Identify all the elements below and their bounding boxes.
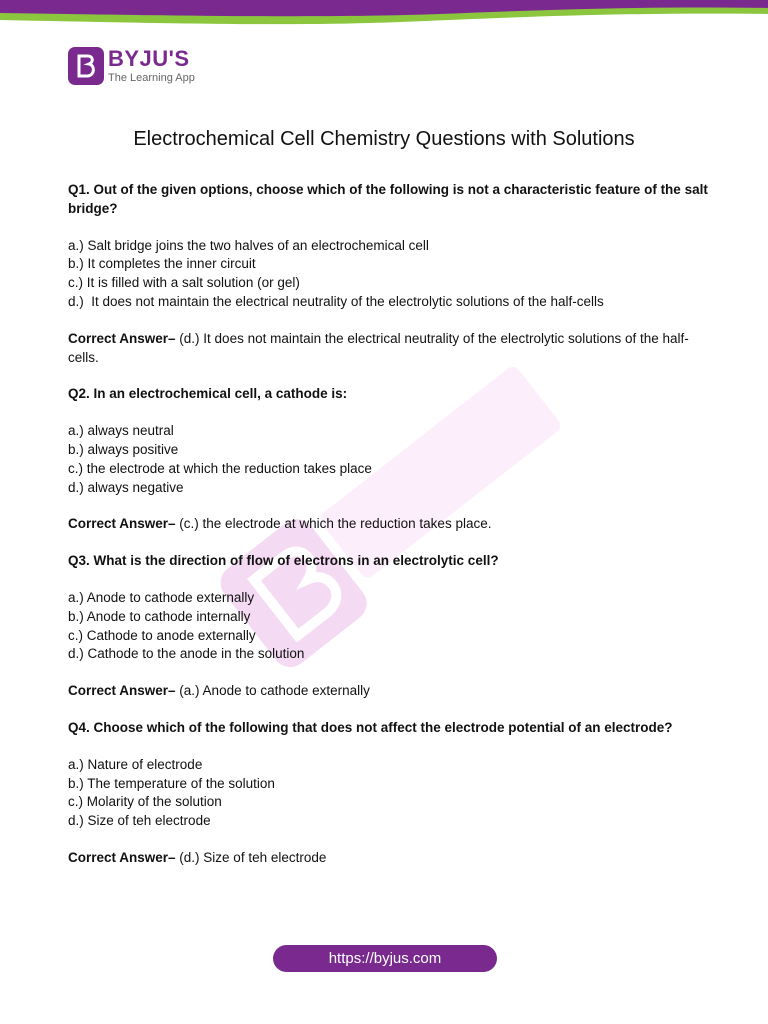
option-c: c.) the electrode at which the reduction takes place [68, 460, 372, 476]
answer-text: (d.) Size of teh electrode [175, 849, 327, 865]
question-block-2 [68, 385, 708, 534]
option-d: d.) Size of teh electrode [68, 813, 211, 829]
question-text: Q2. In an electrochemical cell, a cathode is: [68, 386, 348, 402]
answer-label: Correct Answer– [68, 330, 176, 346]
answer-text: (a.) Anode to cathode externally [175, 683, 370, 699]
option-d: d.) It does not maintain the electrical neutrality of the electrolytic solutions of the half-cells [68, 293, 604, 309]
option-c: c.) It is filled with a salt solution (or gel) [68, 275, 300, 291]
option-d: d.) always negative [68, 479, 184, 495]
correct-answer [68, 682, 708, 701]
correct-answer [68, 330, 708, 368]
byjus-logo [68, 47, 195, 85]
option-c: c.) Molarity of the solution [68, 794, 222, 810]
options-list [68, 756, 708, 831]
option-a: a.) Salt bridge joins the two halves of an electrochemical cell [68, 237, 429, 253]
answer-label: Correct Answer– [68, 849, 176, 865]
options-list [68, 237, 708, 312]
option-d: d.) Cathode to the anode in the solution [68, 646, 305, 662]
top-color-band [0, 0, 768, 30]
option-b: b.) It completes the inner circuit [68, 256, 256, 272]
question-block-3 [68, 552, 708, 701]
option-b: b.) always positive [68, 441, 179, 457]
page-title: Electrochemical Cell Chemistry Questions with Solutions [133, 128, 635, 150]
answer-label: Correct Answer– [68, 683, 176, 699]
question-block-1 [68, 181, 708, 367]
option-c: c.) Cathode to anode externally [68, 627, 256, 643]
option-a: a.) Nature of electrode [68, 756, 203, 772]
question-text: Q1. Out of the given options, choose which of the following is not a characteristic feature of the salt bridge? [68, 182, 708, 216]
logo-mark-icon [68, 47, 104, 85]
question-text: Q4. Choose which of the following that does not affect the electrode potential of an electrode? [68, 719, 673, 735]
answer-text: (c.) the electrode at which the reduction takes place. [175, 516, 492, 532]
logo-name: BYJU'S [108, 46, 190, 71]
answer-text: (d.) It does not maintain the electrical neutrality of the electrolytic solutions of the half-cells. [68, 330, 689, 365]
questions-list [68, 181, 708, 886]
options-list [68, 422, 708, 497]
option-b: b.) Anode to cathode internally [68, 608, 251, 624]
question-text: Q3. What is the direction of flow of electrons in an electrolytic cell? [68, 553, 499, 569]
options-list [68, 589, 708, 664]
option-b: b.) The temperature of the solution [68, 775, 275, 791]
correct-answer [68, 515, 708, 534]
option-a: a.) Anode to cathode externally [68, 589, 255, 605]
answer-label: Correct Answer– [68, 516, 176, 532]
logo-tagline: The Learning App [108, 72, 195, 84]
correct-answer [68, 849, 708, 868]
footer-url-link[interactable]: https://byjus.com [273, 945, 497, 972]
option-a: a.) always neutral [68, 423, 174, 439]
question-block-4 [68, 719, 708, 868]
